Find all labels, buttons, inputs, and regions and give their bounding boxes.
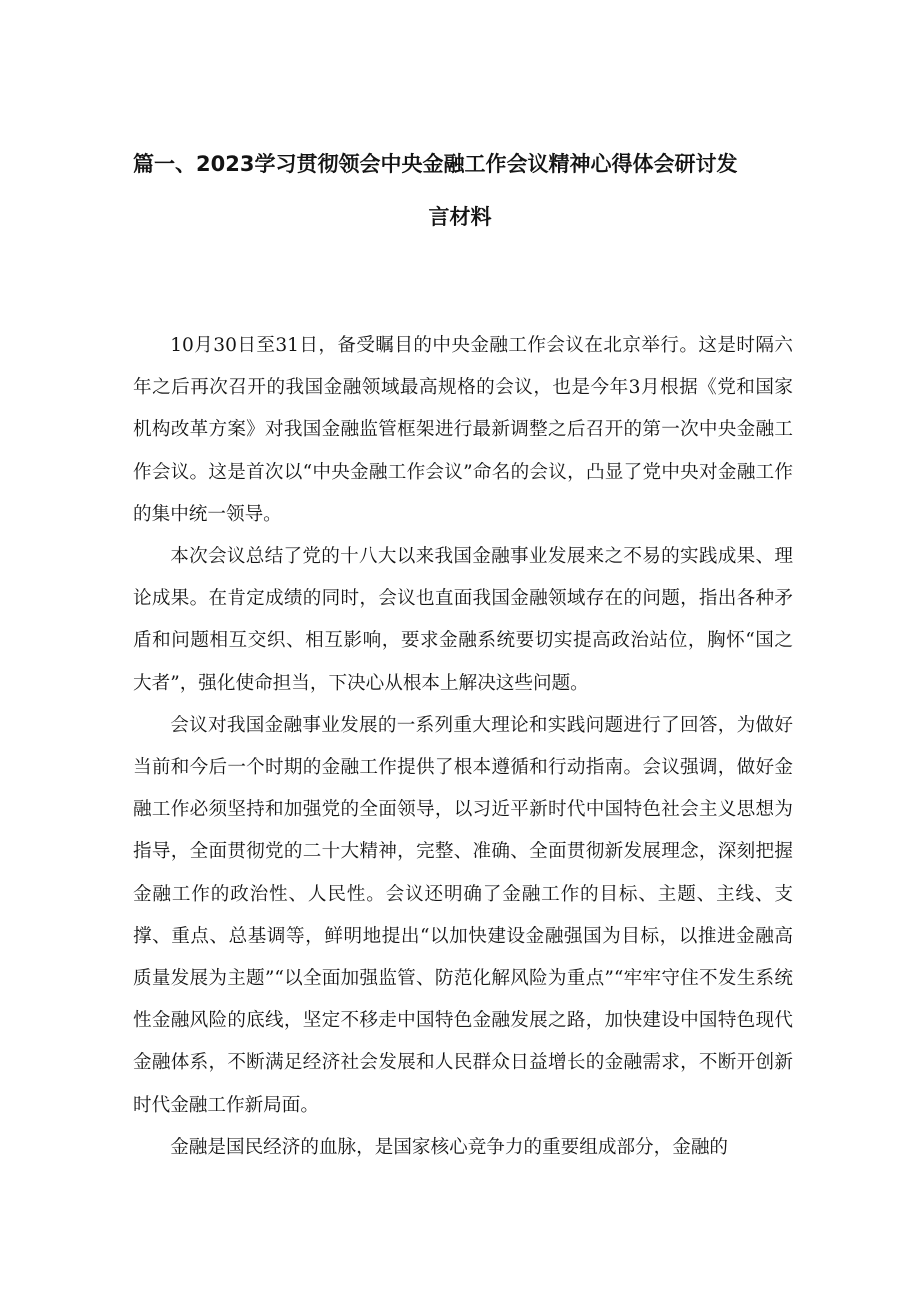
body-paragraph-1: 10月30日至31日，备受瞩目的中央金融工作会议在北京举行。这是时隔六年之后再次召开的我国金融领域最高规格的会议，也是今年3月根据《党和国家机构改革方案》对我国金融监管框架进行最新调整之后召开的第一次中央金融工作会议。这是首次以“中央金融工作会议”命名的会议，凸显了党中央对金融工作的集中统一领导。	[133, 335, 793, 525]
body-paragraph-2: 本次会议总结了党的十八大以来我国金融事业发展来之不易的实践成果、理论成果。在肯定成绩的同时，会议也直面我国金融领域存在的问题，指出各种矛盾和问题相互交织、相互影响，要求金融系统要切实提高政治站位，胸怀“国之大者”，强化使命担当，下决心从根本上解决这些问题。	[133, 546, 793, 694]
body-paragraph-3: 会议对我国金融事业发展的一系列重大理论和实践问题进行了回答，为做好当前和今后一个时期的金融工作提供了根本遵循和行动指南。会议强调，做好金融工作必须坚持和加强党的全面领导，以习近平新时代中国特色社会主义思想为指导，全面贯彻党的二十大精神，完整、准确、全面贯彻新发展理念，深刻把握金融工作的政治性、人民性。会议还明确了金融工作的目标、主题、主线、支撑、重点、总基调等，鲜明地提出“以加快建设金融强国为目标，以推进金融高质量发展为主题”“以全面加强监管、防范化解风险为重点”“牢牢守住不发生系统性金融风险的底线，坚定不移走中国特色金融发展之路，加快建设中国特色现代金融体系，不断满足经济社会发展和人民群众日益增长的金融需求，不断开创新时代金融工作新局面。	[133, 714, 793, 1116]
body-paragraph-4: 金融是国民经济的血脉，是国家核心竞争力的重要组成部分，金融的	[170, 1136, 729, 1158]
document-title-line-1: 篇一、2023学习贯彻领会中央金融工作会议精神心得体会研讨发	[133, 152, 738, 176]
document-title-line-2: 言材料	[428, 205, 492, 229]
document-body	[133, 325, 793, 1169]
